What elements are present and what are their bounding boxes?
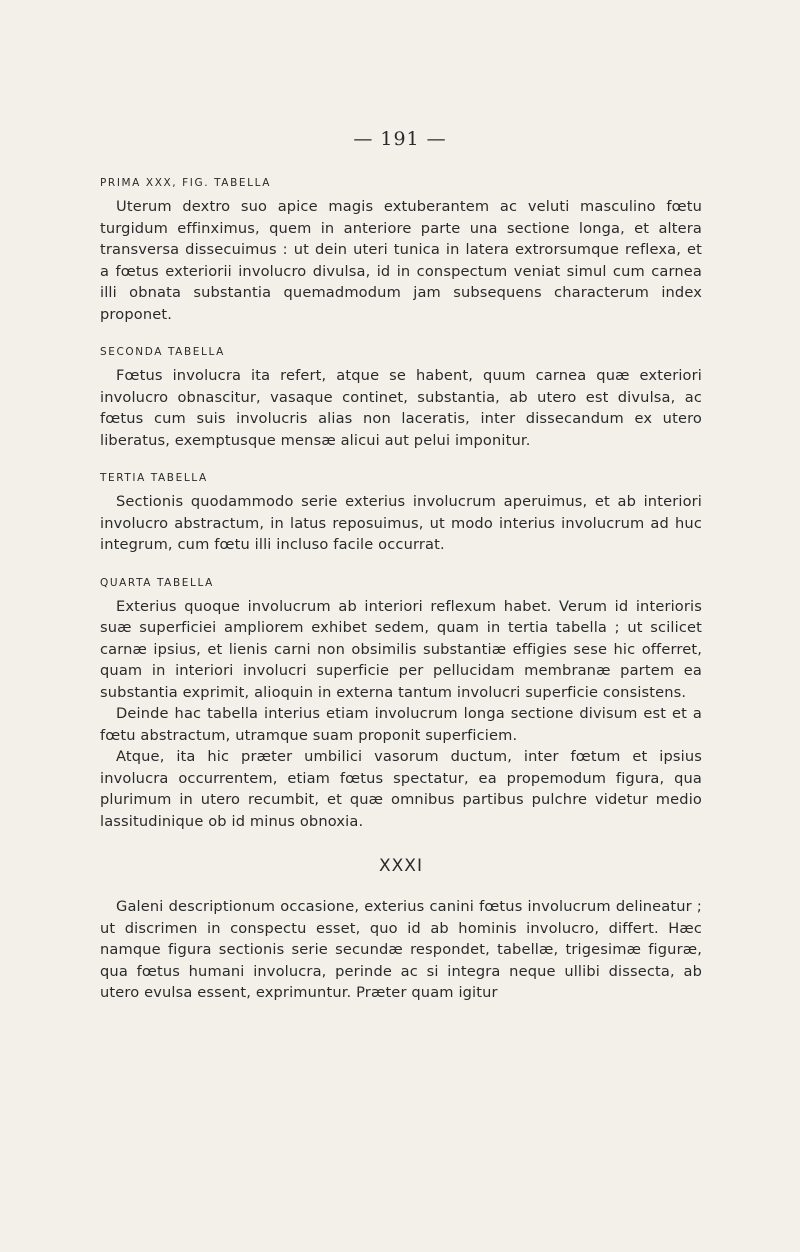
section-seconda [100,345,702,451]
paragraph: Galeni descriptionum occasione, exterius canini fœtus involucrum delineatur ; ut discrimen in conspectu esset, quo id ab hominis involucro, differt. Hæc namque figura sectionis serie secundæ respondet, tabellæ, trigesimæ figuræ, qua fœtus humani involucra, perinde ac si integra neque ullibi dissecta, ab utero evulsa essent, exprimuntur. Præter quam igitur [100,898,702,1001]
page-content [100,176,702,1004]
section-heading: SECONDA TABELLA [100,346,225,358]
paragraph: Atque, ita hic præter umbilici vasorum ductum, inter fœtum et ipsius involucra occurrentem, etiam fœtus spectatur, ea propemodum figura, qua plurimum in utero recumbit, et quæ omnibus partibus pulchre videtur medio lassitudinique ob id minus obnoxia. [100,748,702,830]
paragraph: Uterum dextro suo apice magis extuberantem ac veluti masculino fœtu turgidum effinximus, quem in anteriore parte una sectione longa, et altera transversa dissecuimus : ut dein uteri tunica in latera extrorsumque reflexa, et a fœtus exteriorii involucro divulsa, id in conspectum veniat simul cum carnea illi obnata substantia quemadmodum jam subsequens characterum index proponet. [100,198,702,323]
section-tertia [100,471,702,556]
paragraph: Fœtus involucra ita refert, atque se habent, quum carnea quæ exteriori involucro obnascitur, vasaque continet, substantia, ab utero est divulsa, ac fœtus cum suis involucris alias non laceratis, inter dissecandum ex utero liberatus, exemptusque mensæ alicui aut pelui imponitur. [100,367,702,449]
chapter-numeral: XXXI [379,856,423,876]
paragraph: Exterius quoque involucrum ab interiori reflexum habet. Verum id interioris suæ superficiei ampliorem exhibet sedem, quam in tertia tabella ; ut scilicet carnæ ipsius, et lienis carni non obsimilis substantiæ effigies sese hic offerret, quam in interiori involucri superficie per pellucidam membranæ partem ea substantia exprimit, alioquin in externa tantum involucri superficie consistens. [100,597,702,701]
section-heading: QUARTA TABELLA [100,576,214,589]
section-heading: PRIMA XXX, FIG. TABELLA [100,177,272,189]
section-prima [100,176,702,325]
section-heading: TERTIA TABELLA [100,472,208,484]
section-quarta [100,576,702,833]
paragraph: Deinde hac tabella interius etiam involucrum longa sectione divisum est et a fœtu abstractum, utramque suam proponit superficiem. [100,705,702,744]
paragraph: Sectionis quodammodo serie exterius involucrum aperuimus, et ab interiori involucro abstractum, in latus reposuimus, ut modo interius involucrum ad huc integrum, cum fœtu illi incluso facile occurrat. [100,493,702,553]
page-number: — 191 — [353,128,447,150]
